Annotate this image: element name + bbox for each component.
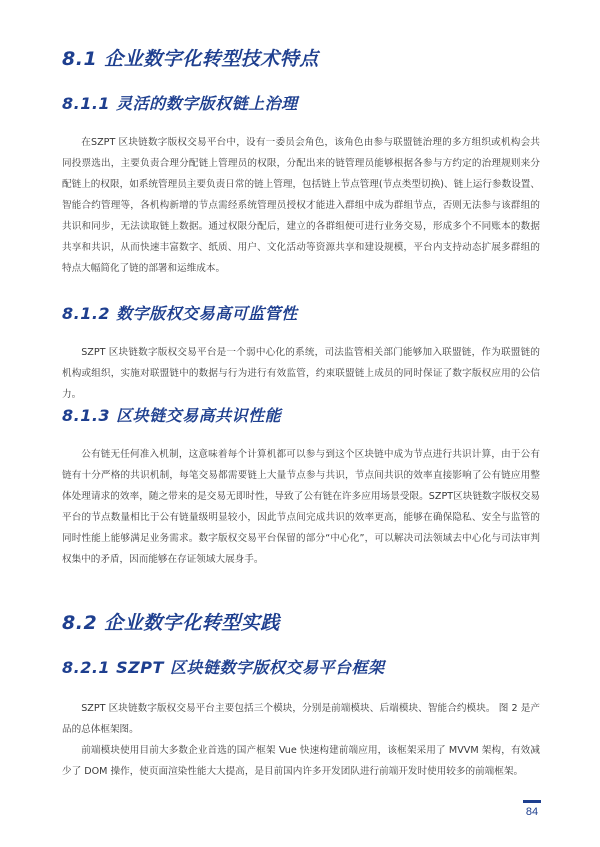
paragraph-8-2-1-b: 前端模块使用目前大多数企业首选的国产框架 Vue 快速构建前端应用，该框架采用了 MVVM 架构，有效减少了 DOM 操作，使页面渲染性能大大提高，是目前国内许多开发团队进行前端开发时使用较多的前端框架。 — [62, 745, 540, 777]
paragraph-8-1-1: 在SZPT 区块链数字版权交易平台中，设有一委员会角色，该角色由参与联盟链治理的多方组织或机构会共同投票选出，主要负责合理分配链上管理员的权限，分配出来的链管理员能够根据各参与方约定的治理规则来分配链上的权限，如系统管理员主要负责日常的链上管理，包括链上节点管理(节点类型切换)、链上运行参数设置、智能合约管理等，各机构新增的节点需经系统管理员授权才能进入群组中成为群组节点，否则无法参与该群组的共识和同步，无法读取链上数据。通过权限分配后，建立的各群组便可进行业务交易，形成多个不同账本的数据共享和共识，从而快速丰富数字、纸质、用户、文化活动等资源共享和建设规模，平台内支持动态扩展多群组的特点大幅简化了链的部署和运维成本。 — [62, 137, 540, 274]
subsection-heading-8-2-1: 8.2.1 SZPT 区块链数字版权交易平台框架 — [62, 658, 385, 677]
subsection-heading-8-1-1: 8.1.1 灵活的数字版权链上治理 — [62, 94, 298, 113]
paragraph-8-2-1-a: SZPT 区块链数字版权交易平台主要包括三个模块，分别是前端模块、后端模块、智能合约模块。 图 2 是产品的总体框架图。 — [62, 703, 540, 735]
page-number-accent-bar — [523, 800, 541, 803]
subsection-heading-8-1-2: 8.1.2 数字版权交易高可监管性 — [62, 304, 298, 323]
page-number: 84 — [525, 806, 539, 818]
subsection-heading-8-1-3: 8.1.3 区块链交易高共识性能 — [62, 406, 282, 425]
section-heading-8-2: 8.2 企业数字化转型实践 — [62, 612, 280, 634]
section-heading-8-1: 8.1 企业数字化转型技术特点 — [62, 48, 319, 70]
paragraph-8-1-2: SZPT 区块链数字版权交易平台是一个弱中心化的系统，司法监管相关部门能够加入联盟链，作为联盟链的机构或组织，实施对联盟链中的数据与行为进行有效监管，约束联盟链上成员的同时保证了数字版权应用的公信力。 — [62, 347, 540, 400]
paragraph-8-1-3: 公有链无任何准入机制，这意味着每个计算机都可以参与到这个区块链中成为节点进行共识计算，由于公有链有十分严格的共识机制，每笔交易都需要链上大量节点参与共识，节点间共识的效率直接影响了公有链应用整体处理请求的效率，随之带来的是交易无即时性，导致了公有链在许多应用场景受限。SZPT区块链数字版权交易平台的节点数量相比于公有链量级明显较小，因此节点间完成共识的效率更高，能够在确保隐私、安全与监管的同时性能上能够满足业务需求。数字版权交易平台保留的部分“中心化”，可以解决司法领域去中心化与司法审判权集中的矛盾，因而能够在存证领域大展身手。 — [62, 449, 540, 565]
